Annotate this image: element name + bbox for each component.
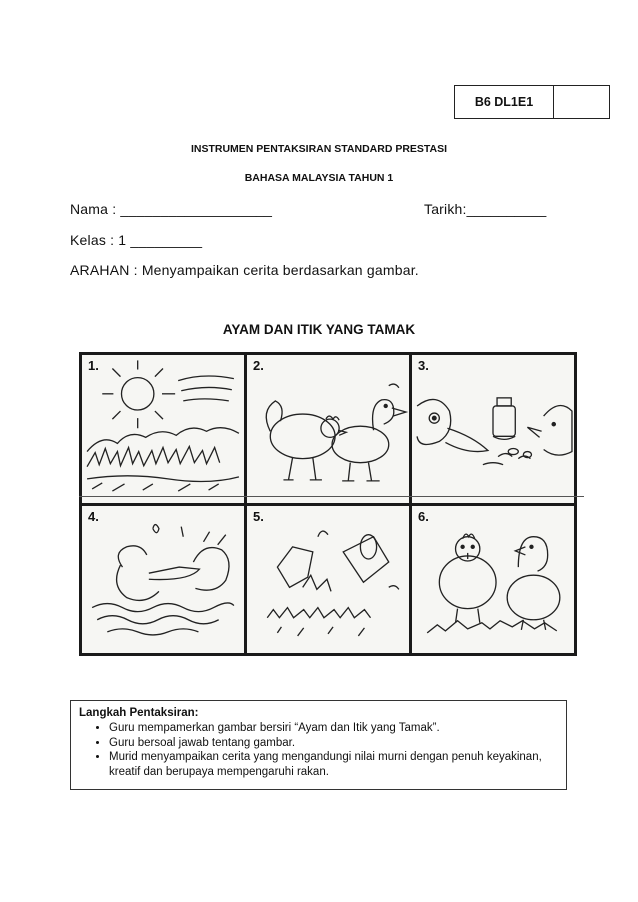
panel-3 [412,355,574,503]
list-item: • Murid menyampaikan cerita yang mengandungi nilai murni dengan penuh keyakinan, kreatif dan berupaya mempengaruhi rakan. [109,750,558,779]
hen-duck-illustration [247,355,409,503]
score-cell [554,86,609,118]
assessment-list [79,721,558,779]
jar-illustration [412,355,574,503]
list-item: • Guru bersoal jawab tentang gambar. [109,736,558,751]
panel-6 [412,506,574,654]
panel-4 [82,506,244,654]
picture-series [79,352,577,656]
panel-number: 4. [88,508,99,524]
instrument-title: INSTRUMEN PENTAKSIRAN STANDARD PRESTASI [190,143,448,155]
instruction: ARAHAN : Menyampaikan cerita berdasarkan gambar. [70,262,419,278]
panel-number: 3. [418,358,429,373]
instrument-code: B6 DL1E1 [455,86,554,118]
assessment-box [70,700,567,790]
subject-title: BAHASA MALAYSIA TAHUN 1 [244,172,394,184]
panel-number: 5. [253,508,264,524]
divider-line [79,496,584,497]
date-field: Tarikh:__________ [424,201,547,217]
sun-landscape-illustration [82,355,244,503]
panel-5 [247,506,409,654]
panel-2 [247,355,409,503]
story-title: AYAM DAN ITIK YANG TAMAK [222,322,416,337]
sad-birds-illustration [412,506,574,654]
list-item: • Guru mempamerkan gambar bersiri “Ayam dan Itik yang Tamak”. [109,721,558,736]
assessment-heading: Langkah Pentaksiran: [79,707,199,719]
panel-number: 2. [253,358,264,373]
panel-number: 6. [418,508,429,524]
broken-jar-illustration [247,506,409,654]
class-field: Kelas : 1 _________ [70,232,203,248]
name-field: Nama : ___________________ [70,201,273,217]
panel-number: 1. [88,358,99,373]
code-box [454,85,610,119]
fight-illustration [82,506,244,654]
panel-1 [82,355,244,503]
